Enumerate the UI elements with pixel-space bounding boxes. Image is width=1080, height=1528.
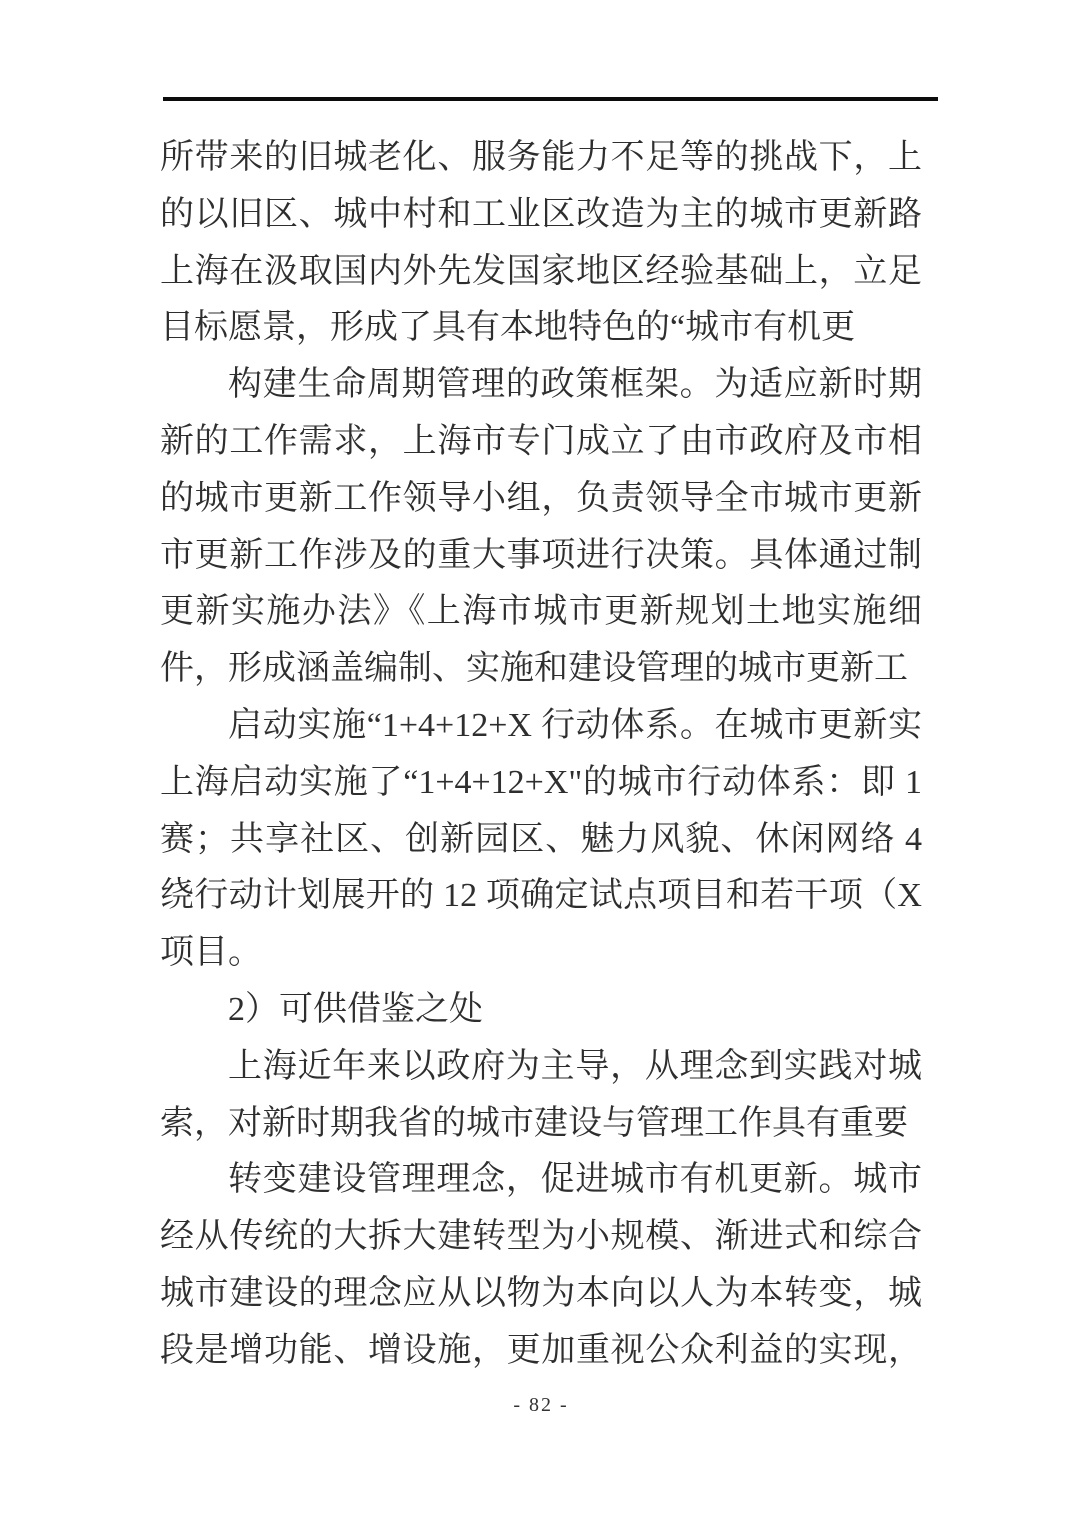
text-line: 2）可供借鉴之处 [228, 990, 483, 1028]
text-line: 的城市更新工作领导小组，负责领导全市城市更新 [160, 479, 922, 517]
text-line: 构建生命周期管理的政策框架。为适应新时期 [228, 366, 922, 404]
text-line: 件，形成涵盖编制、实施和建设管理的城市更新工 [160, 650, 908, 688]
text-line: 市更新工作涉及的重大事项进行决策。具体通过制 [160, 536, 922, 574]
page-body-text [160, 130, 922, 1380]
text-line: 城市建设的理念应从以物为本向以人为本转变，城 [160, 1274, 922, 1312]
page-number: - 82 - [513, 1394, 569, 1416]
text-line: 启动实施“1+4+12+X 行动体系。在城市更新实 [228, 706, 922, 744]
header-rule [163, 97, 938, 101]
text-line: 新的工作需求，上海市专门成立了由市政府及市相 [160, 422, 922, 460]
text-line: 目标愿景，形成了具有本地特色的“城市有机更 [160, 309, 856, 347]
text-line: 绕行动计划展开的 12 项确定试点项目和若干项（X [160, 877, 922, 915]
text-line: 索，对新时期我省的城市建设与管理工作具有重要 [160, 1104, 908, 1142]
text-line: 经从传统的大拆大建转型为小规模、渐进式和综合 [160, 1218, 922, 1256]
text-line: 上海近年来以政府为主导，从理念到实践对城 [228, 1047, 922, 1085]
text-line: 所带来的旧城老化、服务能力不足等的挑战下，上 [160, 139, 922, 176]
text-line: 上海在汲取国内外先发国家地区经验基础上，立足 [160, 252, 922, 290]
text-line: 转变建设管理理念，促进城市有机更新。城市 [228, 1161, 922, 1199]
text-line: 上海启动实施了“1+4+12+X"的城市行动体系：即 1 [160, 763, 922, 801]
text-line: 项目。 [160, 934, 262, 972]
text-line: 段是增功能、增设施，更加重视公众利益的实现， [160, 1331, 922, 1369]
text-line: 赛；共享社区、创新园区、魅力风貌、休闲网络 4 [160, 820, 922, 858]
text-line: 的以旧区、城中村和工业区改造为主的城市更新路 [160, 195, 922, 233]
text-line: 更新实施办法》《上海市城市更新规划土地实施细 [160, 593, 922, 631]
